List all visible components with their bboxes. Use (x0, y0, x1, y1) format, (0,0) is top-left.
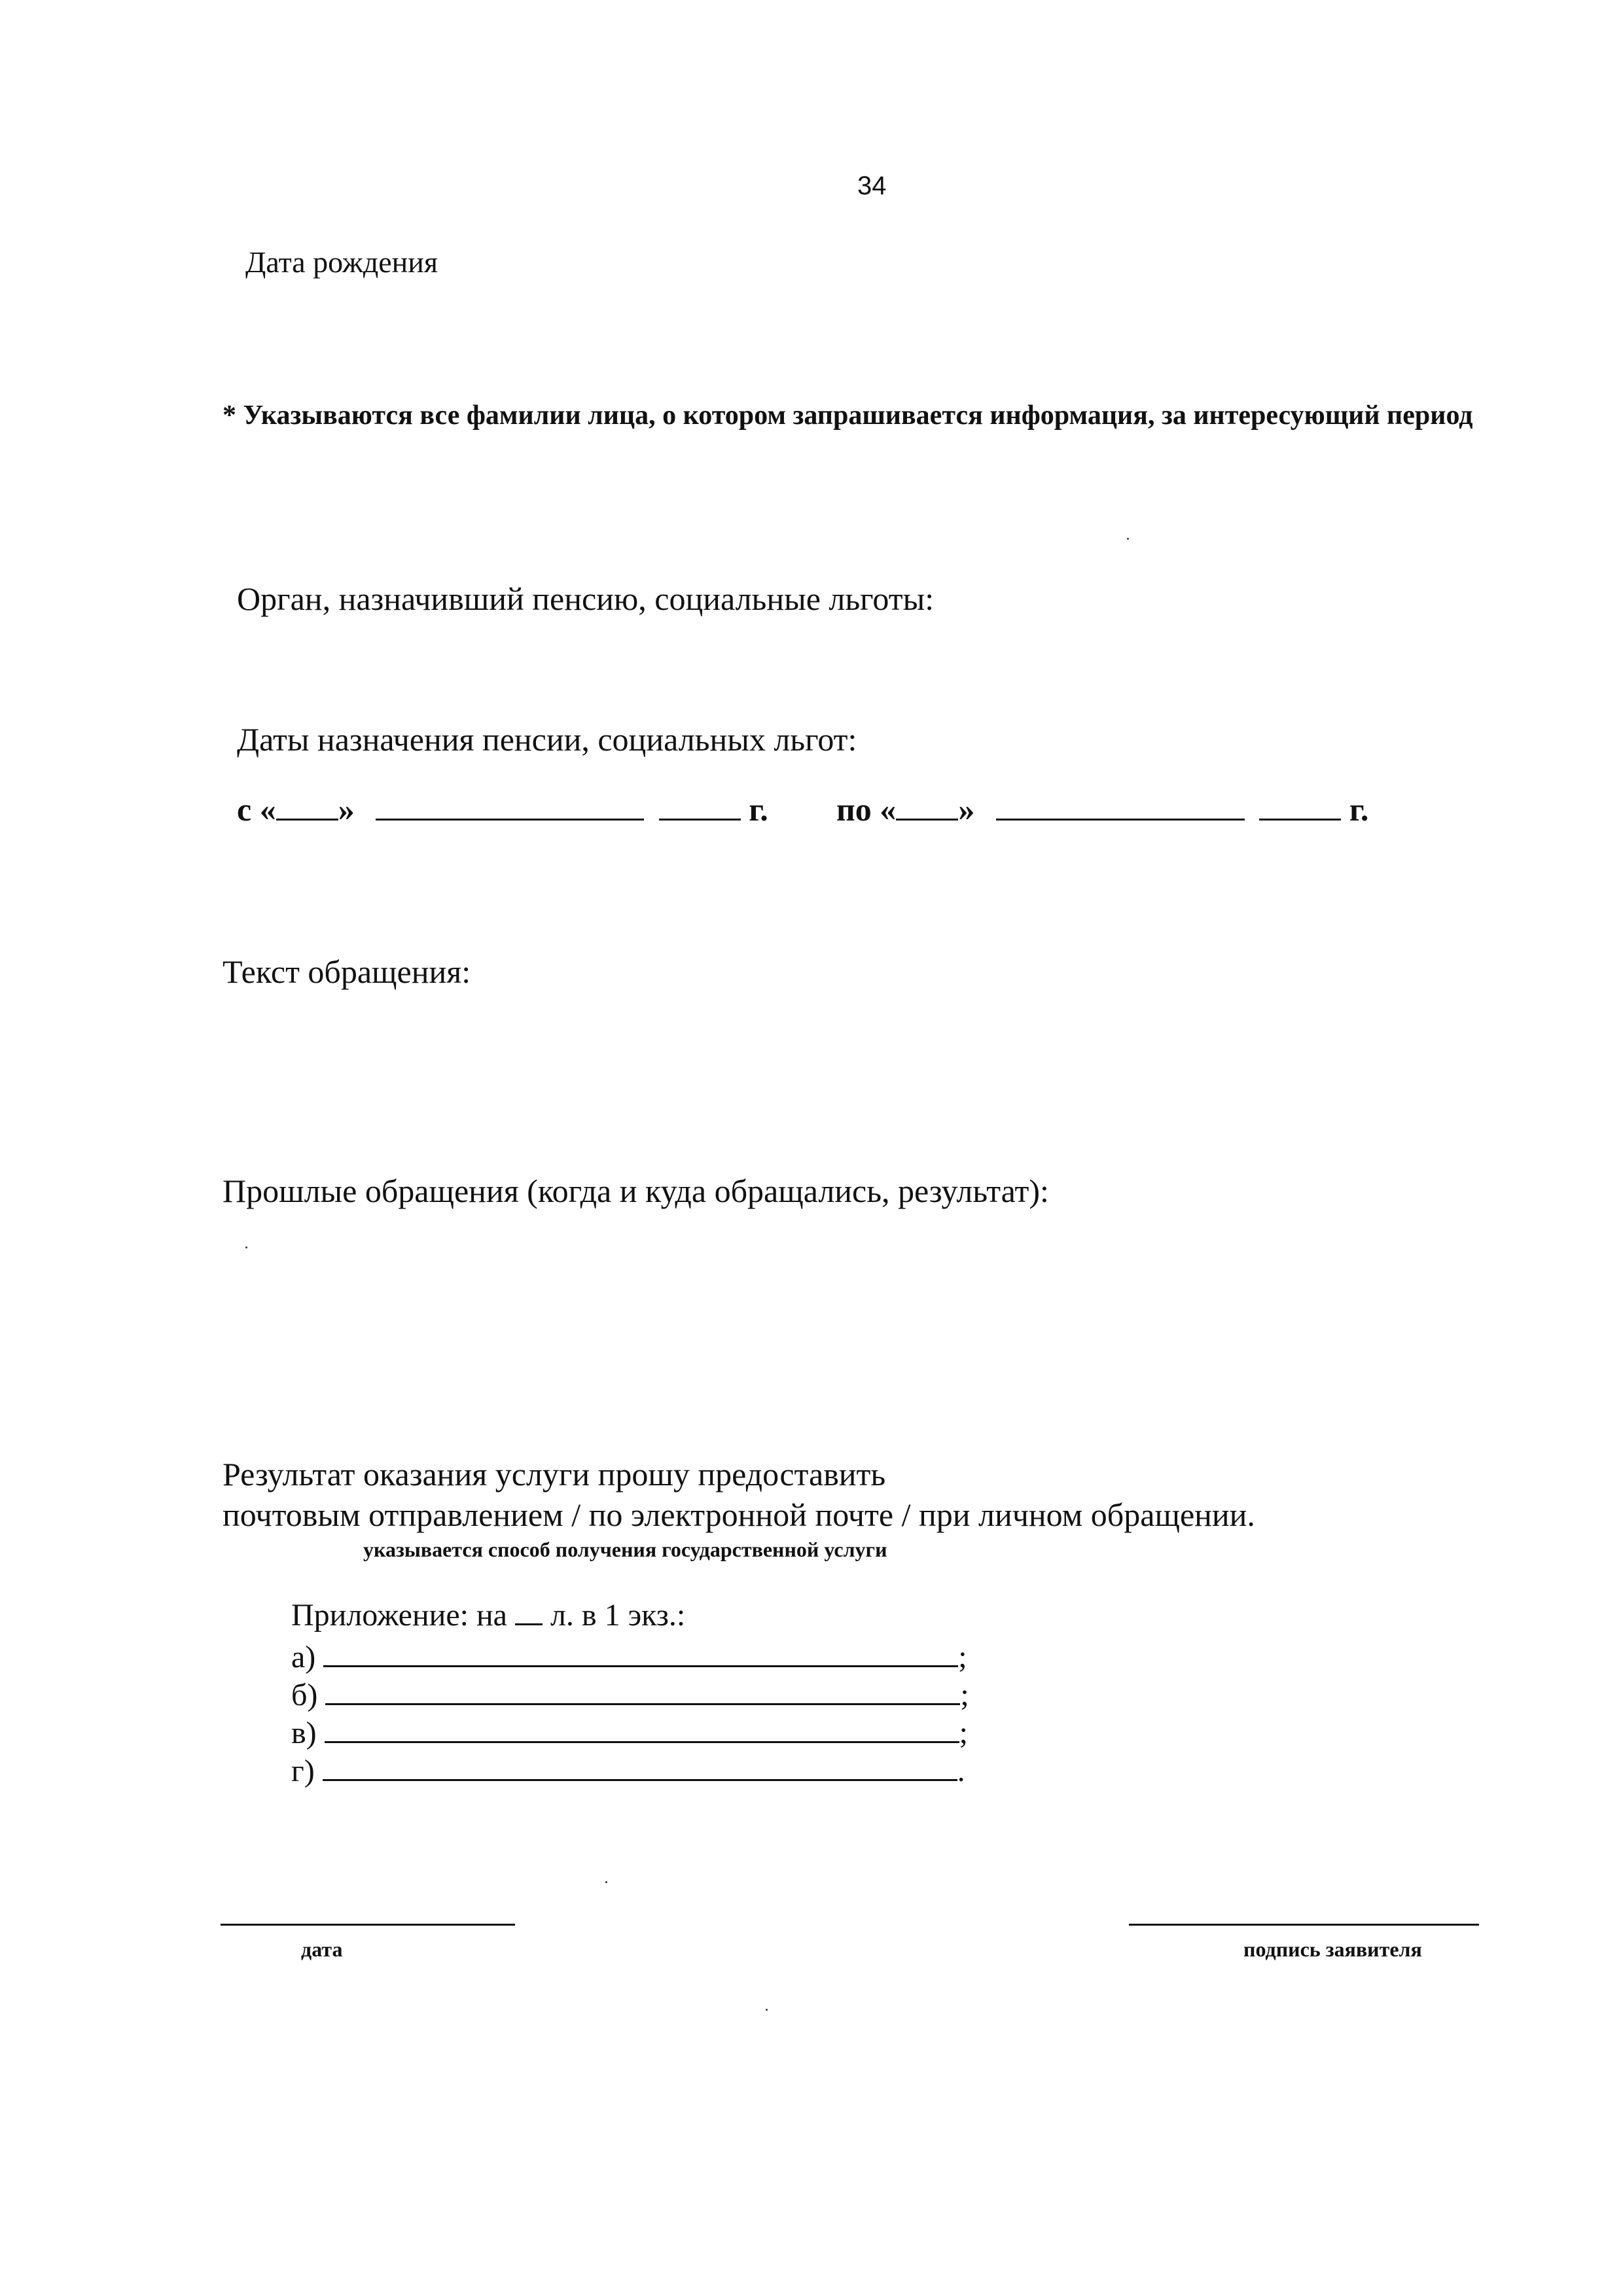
date-from-day-field[interactable] (276, 819, 338, 821)
attachment-item-field[interactable] (323, 1753, 957, 1781)
result-line-2: почтовым отправлением / по электронной почте / при личном обращении. (223, 1496, 1255, 1533)
attachment-item (291, 1677, 969, 1711)
attachment-item-letter: а) (291, 1640, 316, 1674)
attachment-item-letter: в) (291, 1716, 317, 1750)
page-number: 34 (857, 171, 887, 200)
birth-date-label: Дата рождения (245, 245, 438, 279)
applicant-signature-line[interactable] (1129, 1924, 1479, 1926)
date-to-month-field[interactable] (996, 819, 1245, 821)
date-from (237, 793, 768, 826)
date-from-year-field[interactable] (659, 819, 741, 821)
date-from-year-suffix: г. (749, 791, 768, 828)
pension-authority-label: Орган, назначивший пенсию, социальные льготы: (237, 580, 935, 617)
attachment-item (291, 1639, 967, 1673)
attachment-prefix: Приложение: на (291, 1598, 507, 1633)
date-to-day-field[interactable] (896, 819, 958, 821)
scan-speck (605, 1881, 607, 1883)
attachment-item-letter: г) (291, 1754, 315, 1788)
date-caption: дата (301, 1937, 343, 1961)
attachment-pages-field[interactable] (515, 1623, 543, 1625)
result-hint: указывается способ получения государственной услуги (363, 1538, 887, 1561)
scan-speck (1127, 538, 1129, 540)
attachment-suffix: л. в 1 экз.: (550, 1598, 686, 1633)
pension-dates-label: Даты назначения пенсии, социальных льгот: (237, 721, 857, 758)
attachment-item-field[interactable] (325, 1677, 960, 1705)
date-to-prefix: по « (836, 791, 897, 828)
attachment-item (291, 1753, 965, 1787)
attachment-item-end: ; (960, 1678, 969, 1712)
date-from-close: » (338, 791, 355, 828)
attachment-item (291, 1715, 968, 1749)
attachment-item-end: ; (959, 1716, 968, 1750)
date-from-prefix: с « (237, 791, 276, 828)
signature-caption: подпись заявителя (1243, 1937, 1422, 1961)
date-signature-line[interactable] (221, 1924, 515, 1926)
attachment-item-letter: б) (291, 1678, 318, 1712)
footnote: * Указываются все фамилии лица, о котором запрашивается информация, за интересующий период (223, 400, 1473, 431)
date-to-year-field[interactable] (1259, 819, 1341, 821)
date-from-month-field[interactable] (376, 819, 644, 821)
date-to (836, 793, 1368, 826)
past-appeals-label: Прошлые обращения (когда и куда обращались, результат): (223, 1173, 1049, 1209)
attachment-item-field[interactable] (323, 1639, 958, 1667)
date-to-year-suffix: г. (1349, 791, 1369, 828)
scan-speck (245, 1246, 247, 1248)
result-line-1: Результат оказания услуги прошу предоставить (223, 1456, 886, 1492)
scan-speck (766, 2009, 768, 2011)
appeal-text-label: Текст обращения: (223, 953, 471, 990)
attachment-header (291, 1600, 685, 1631)
attachment-item-end: ; (958, 1640, 967, 1674)
date-to-close: » (958, 791, 975, 828)
attachment-item-end: . (957, 1754, 965, 1788)
attachment-item-field[interactable] (325, 1715, 959, 1743)
